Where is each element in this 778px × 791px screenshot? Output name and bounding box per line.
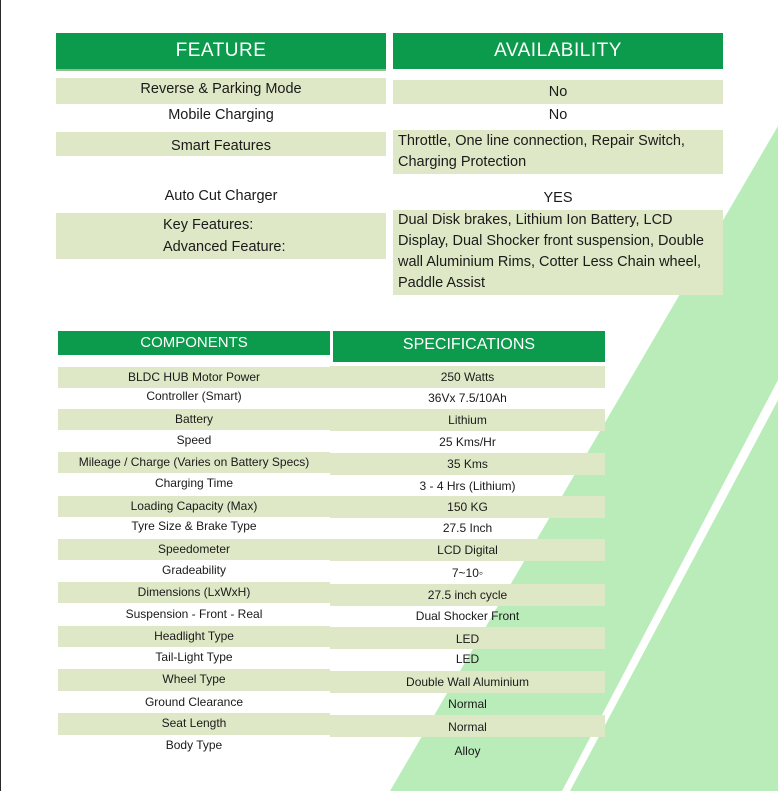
spec-cell: Double Wall Aluminium — [330, 671, 605, 693]
availability-cell: YES — [543, 190, 573, 206]
availability-cell: No — [548, 107, 568, 123]
feature-label-advanced: Advanced Feature: — [163, 239, 286, 255]
feature-cell: Smart Features — [56, 132, 386, 156]
component-cell: Seat Length — [58, 713, 330, 735]
spec-cell: LED — [330, 627, 605, 649]
spec-cell: Dual Shocker Front — [415, 609, 520, 623]
spec-cell: 3 - 4 Hrs (Lithium) — [419, 479, 516, 493]
component-cell: Tail-Light Type — [155, 650, 233, 664]
feature-cell: Reverse & Parking Mode — [56, 78, 386, 104]
spec-cell: LCD Digital — [330, 539, 605, 561]
component-cell: Headlight Type — [58, 626, 330, 647]
component-cell: Speedometer — [58, 539, 330, 560]
spec-cell: 27.5 Inch — [442, 521, 493, 535]
feature-cell: Mobile Charging — [168, 107, 274, 123]
feature-header-underline — [56, 69, 386, 71]
component-cell: Battery — [58, 409, 330, 430]
component-cell: Body Type — [165, 738, 223, 752]
spec-cell: 36Vx 7.5/10Ah — [428, 391, 507, 405]
availability-cell: Dual Disk brakes, Lithium Ion Battery, LCD Display, Dual Shocker front suspension, Double wall Aluminium Rims, Cotter Less Chain wheel, Paddle Assist — [393, 210, 723, 295]
component-cell: Suspension - Front - Real — [125, 607, 263, 621]
component-cell: BLDC HUB Motor Power — [58, 367, 330, 388]
spec-cell: 150 KG — [330, 496, 605, 518]
component-cell: Controller (Smart) — [146, 389, 242, 403]
component-cell: Ground Clearance — [144, 695, 244, 709]
component-cell: Mileage / Charge (Varies on Battery Specs) — [58, 452, 330, 473]
availability-cell: No — [393, 80, 723, 104]
page-left-border — [0, 0, 1, 791]
feature-header: FEATURE — [56, 33, 386, 69]
specifications-header: SPECIFICATIONS — [333, 331, 605, 362]
availability-cell: Throttle, One line connection, Repair Switch, Charging Protection — [393, 130, 723, 174]
spec-cell: Alloy — [454, 744, 481, 758]
spec-cell: 35 Kms — [330, 453, 605, 475]
component-cell: Wheel Type — [58, 669, 330, 691]
components-header: COMPONENTS — [58, 331, 330, 355]
spec-cell: Normal — [448, 697, 487, 711]
spec-cell: Normal — [330, 715, 605, 737]
spec-cell: 7~10◦ — [451, 566, 484, 580]
spec-cell: 250 Watts — [330, 366, 605, 388]
feature-cell-key-features — [56, 213, 386, 259]
component-cell: Dimensions (LxWxH) — [58, 582, 330, 603]
feature-cell: Auto Cut Charger — [164, 188, 278, 204]
component-cell: Speed — [176, 433, 212, 447]
spec-cell: 25 Kms/Hr — [439, 435, 496, 449]
component-cell: Charging Time — [154, 476, 234, 490]
spec-cell: LED — [455, 652, 480, 666]
spec-cell: 27.5 inch cycle — [330, 584, 605, 606]
component-cell: Gradeability — [161, 563, 227, 577]
component-cell: Loading Capacity (Max) — [58, 496, 330, 517]
availability-header: AVAILABILITY — [393, 33, 723, 69]
feature-label-key-features: Key Features: — [163, 217, 254, 233]
spec-cell: Lithium — [330, 409, 605, 431]
component-cell: Tyre Size & Brake Type — [131, 519, 257, 533]
